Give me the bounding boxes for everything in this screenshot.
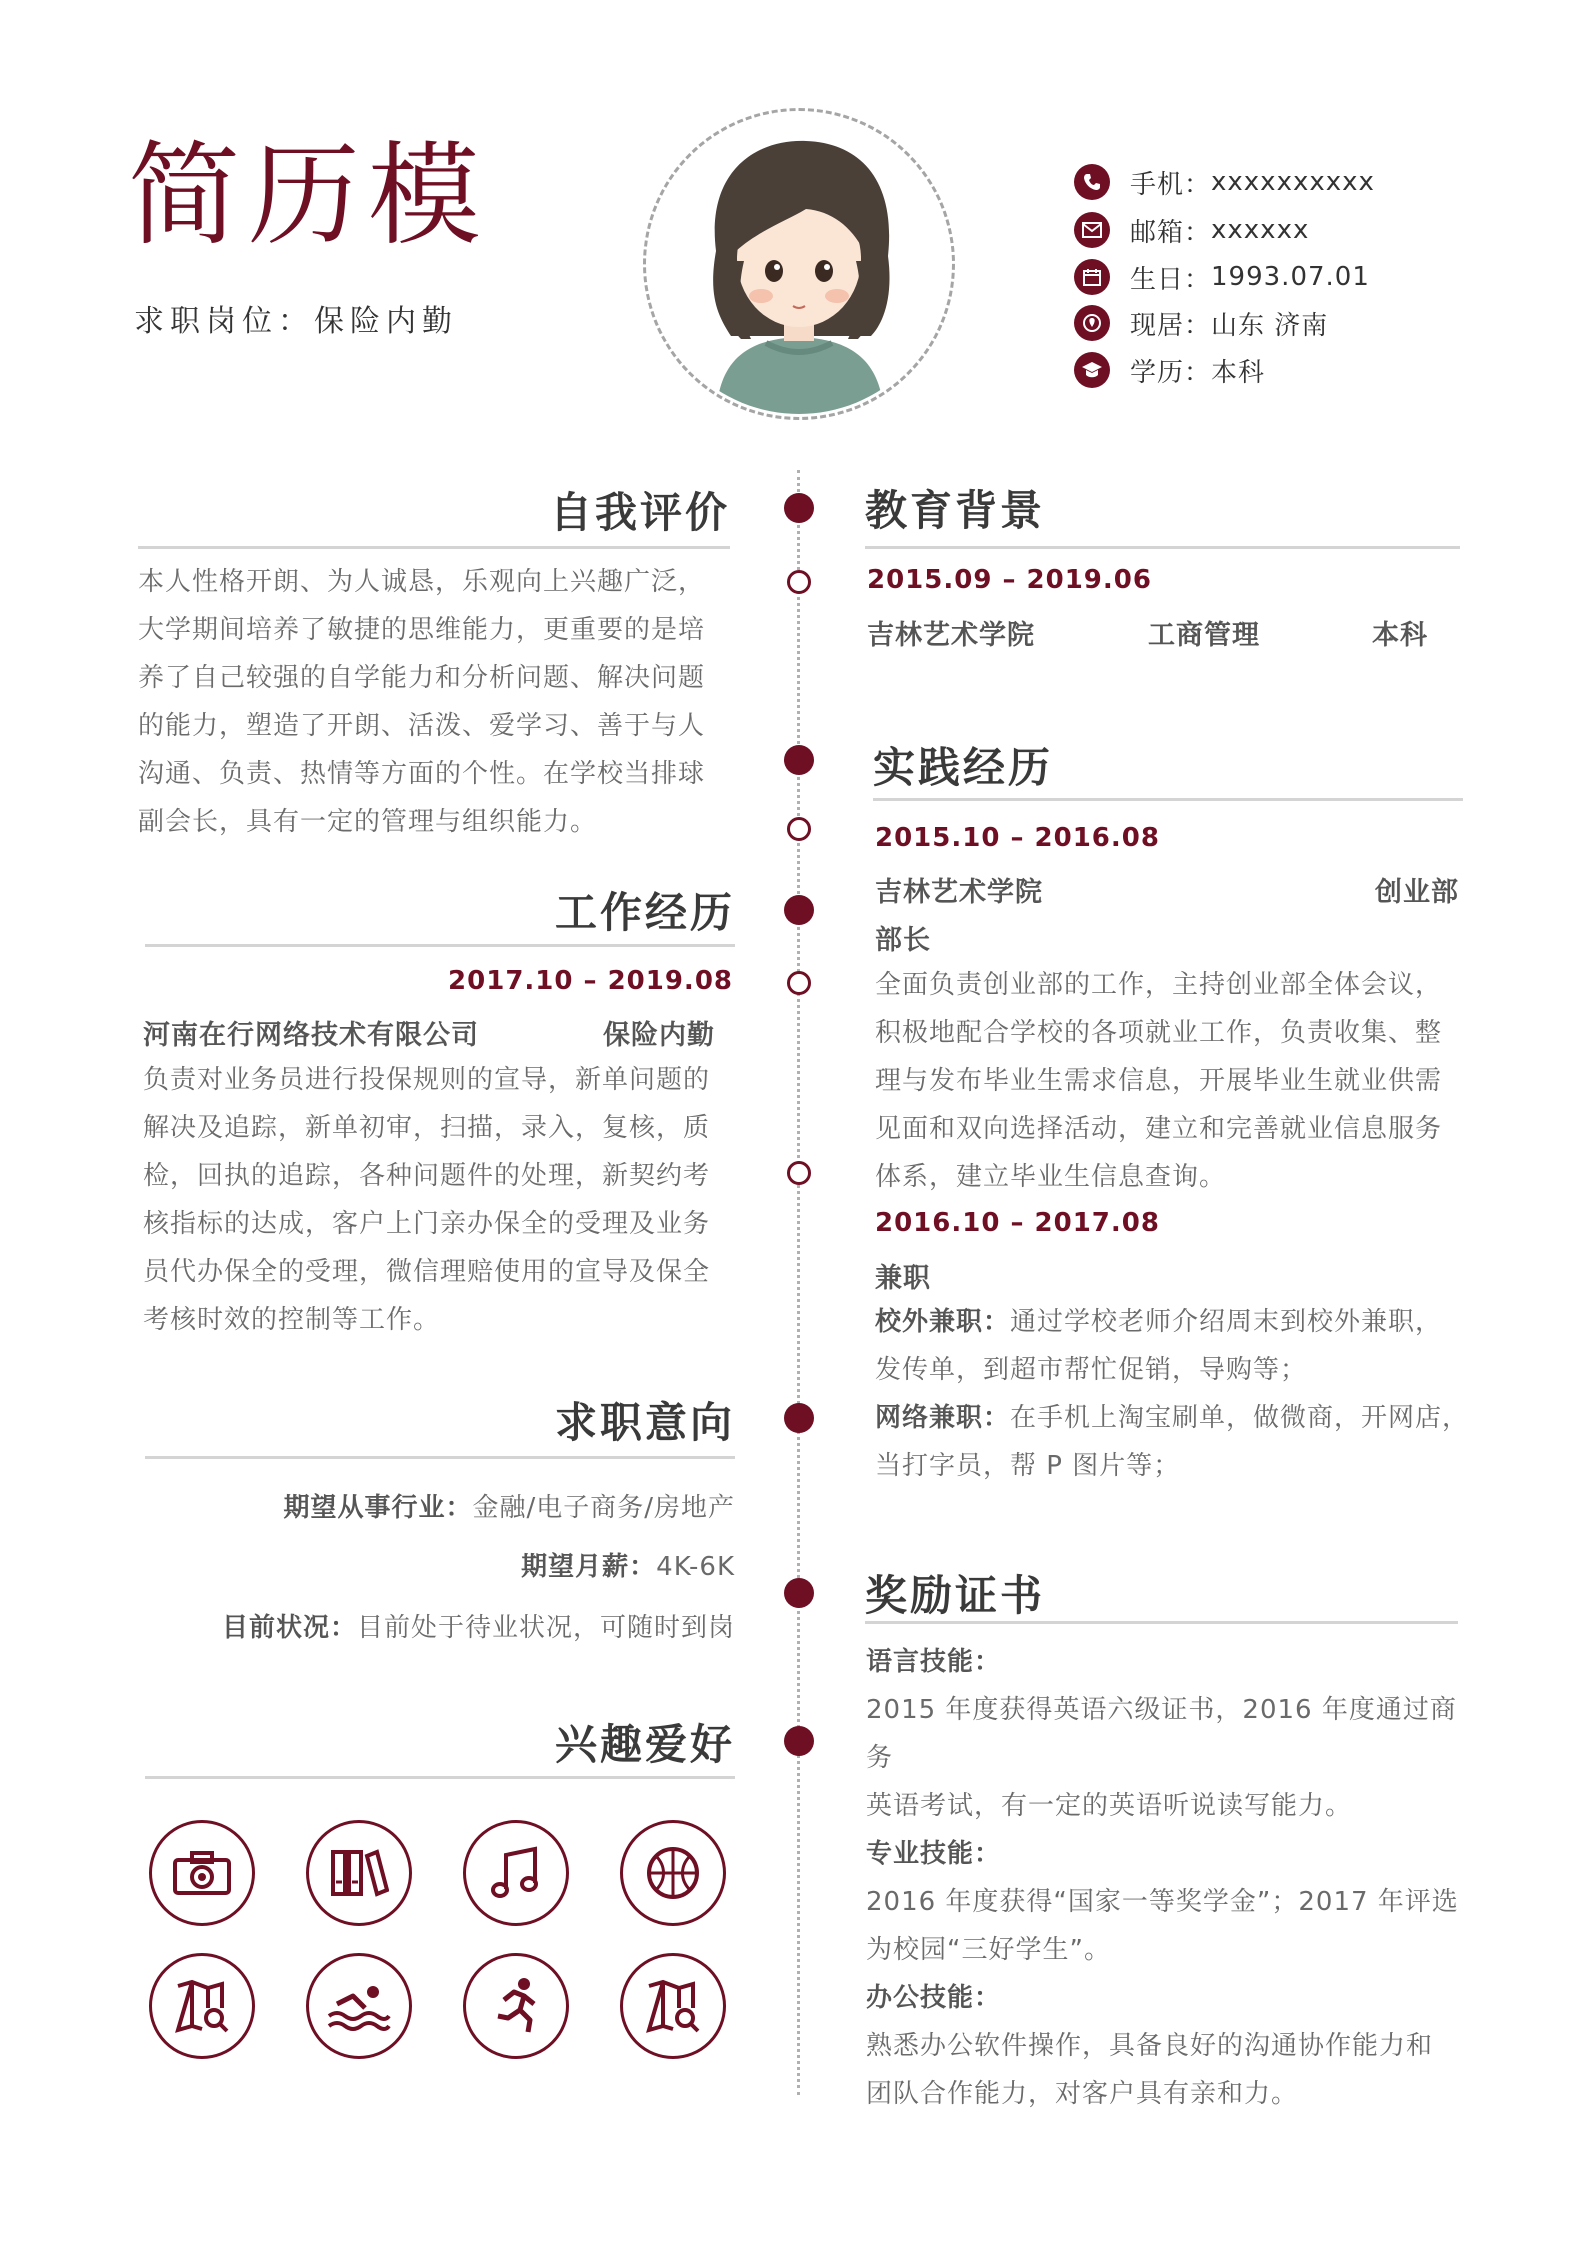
text-line: 考核时效的控制等工作。: [143, 1305, 441, 1335]
text-line: 的能力，塑造了开朗、活泼、爱学习、善于与人: [138, 711, 706, 741]
intent-label: 目前状况：: [221, 1613, 357, 1643]
text-line: 大学期间培养了敏捷的思维能力，更重要的是培: [138, 615, 706, 645]
basketball-icon: [620, 1820, 726, 1926]
job-position: [134, 296, 458, 340]
text-line: 核指标的达成，客户上门亲办保全的受理及业务: [143, 1209, 711, 1239]
section-title-education: 教育背景: [865, 486, 1046, 535]
running-icon: [463, 1953, 569, 2059]
map-search-icon: [149, 1953, 255, 2059]
camera-icon: [149, 1820, 255, 1926]
contact-location: [1074, 303, 1328, 343]
section-divider: [145, 1456, 735, 1459]
timeline-dot-hollow: [787, 1161, 811, 1185]
text-line: 熟悉办公软件操作，具备良好的沟通协作能力和: [866, 2031, 1434, 2061]
work-position: 保险内勤: [603, 1020, 715, 1051]
section-divider: [873, 798, 1463, 801]
intent-salary: [145, 1543, 735, 1591]
contact-label: 手机：: [1130, 169, 1212, 200]
award-label: 语言技能：: [866, 1647, 1002, 1677]
contact-value: 1993.07.01: [1211, 262, 1370, 292]
text-line: 负责对业务员进行投保规则的宣导，新单问题的: [143, 1065, 711, 1095]
practice-parttime: [875, 1298, 1475, 1490]
timeline-dot-hollow: [787, 817, 811, 841]
award-label: 专业技能：: [866, 1839, 1002, 1869]
section-divider: [145, 1776, 735, 1779]
text-line: 见面和双向选择活动，建立和完善就业信息服务: [875, 1114, 1443, 1144]
books-icon: [306, 1820, 412, 1926]
section-title-intent: 求职意向: [554, 1398, 735, 1447]
intent-label: 期望月薪：: [521, 1552, 657, 1582]
job-value: 保险内勤: [314, 304, 458, 339]
intent-status: [145, 1604, 735, 1652]
resume-title: 简历模: [128, 131, 488, 261]
section-divider: [145, 944, 735, 947]
text-line: 为校园“三好学生”。: [866, 1935, 1111, 1965]
self-eval-text: [138, 558, 758, 846]
practice-date: 2016.10 – 2017.08: [875, 1208, 1160, 1238]
edu-major: 工商管理: [1148, 620, 1260, 651]
contact-value: 山东 济南: [1211, 310, 1329, 341]
section-title-self-eval: 自我评价: [549, 488, 730, 537]
contact-birthday: [1074, 257, 1370, 297]
graduation-cap-icon: [1074, 352, 1110, 388]
section-divider: [865, 546, 1460, 549]
avatar-illustration: [646, 111, 952, 417]
timeline-line: [797, 470, 800, 2095]
intent-value: 金融/电子商务/房地产: [472, 1493, 735, 1523]
text-line: 理与发布毕业生需求信息，开展毕业生就业供需: [875, 1066, 1443, 1096]
text-line: 团队合作能力，对客户具有亲和力。: [866, 2079, 1299, 2109]
text-line: 2016 年度获得“国家一等奖学金”；2017 年评选: [866, 1887, 1459, 1917]
practice-dept: 创业部: [1375, 877, 1459, 908]
edu-date: 2015.09 – 2019.06: [867, 565, 1152, 595]
parttime-label: 网络兼职：: [875, 1403, 1011, 1433]
parttime-label: 校外兼职：: [875, 1307, 1011, 1337]
intent-label: 期望从事行业：: [283, 1493, 473, 1523]
phone-icon: [1074, 164, 1110, 200]
practice-role: 兼职: [875, 1263, 931, 1294]
job-label: 求职岗位：: [134, 304, 314, 339]
contact-phone: [1074, 162, 1375, 202]
contact-label: 邮箱：: [1130, 217, 1212, 248]
timeline-dot-hollow: [787, 570, 811, 594]
timeline-dot: [784, 1403, 814, 1433]
avatar: [643, 108, 955, 420]
practice-date: 2015.10 – 2016.08: [875, 823, 1160, 853]
practice-description: [875, 961, 1475, 1201]
parttime-text: 在手机上淘宝刷单，做微商，开网店，: [1010, 1403, 1470, 1433]
text-line: 积极地配合学校的各项就业工作，负责收集、整: [875, 1018, 1443, 1048]
edu-school: 吉林艺术学院: [867, 620, 1035, 651]
map-search-icon: [620, 1953, 726, 2059]
timeline-dot: [784, 895, 814, 925]
timeline-dot-hollow: [787, 971, 811, 995]
text-line: 2015 年度获得英语六级证书，2016 年度通过商务: [866, 1695, 1457, 1773]
contact-email: [1074, 210, 1309, 250]
location-icon: [1074, 305, 1110, 341]
text-line: 体系，建立毕业生信息查询。: [875, 1162, 1227, 1192]
contact-value: xxxxxxxxxx: [1211, 167, 1375, 197]
contact-value: xxxxxx: [1211, 215, 1310, 245]
text-line: 养了自己较强的自学能力和分析问题、解决问题: [138, 663, 706, 693]
awards-list: [866, 1638, 1466, 2118]
timeline-dot: [784, 493, 814, 523]
timeline-dot: [784, 1726, 814, 1756]
text-line: 员代办保全的受理，微信理赔使用的宣导及保全: [143, 1257, 711, 1287]
text-line: 当打字员，帮 P 图片等；: [875, 1451, 1181, 1481]
award-label: 办公技能：: [866, 1983, 1002, 2013]
section-divider: [138, 546, 730, 549]
work-description: [143, 1056, 763, 1344]
timeline-dot: [784, 1578, 814, 1608]
music-note-icon: [463, 1820, 569, 1926]
work-company: 河南在行网络技术有限公司: [143, 1020, 479, 1051]
intent-value: 目前处于待业状况，可随时到岗: [356, 1613, 735, 1643]
contact-label: 现居：: [1130, 310, 1212, 341]
text-line: 发传单，到超市帮忙促销，导购等；: [875, 1355, 1308, 1385]
section-title-work: 工作经历: [554, 888, 735, 937]
section-title-practice: 实践经历: [873, 743, 1054, 792]
text-line: 沟通、负责、热情等方面的个性。在学校当排球: [138, 759, 706, 789]
swimming-icon: [306, 1953, 412, 2059]
intent-industry: [145, 1484, 735, 1532]
text-line: 检，回执的追踪，各种问题件的处理，新契约考: [143, 1161, 711, 1191]
edu-degree: 本科: [1372, 620, 1428, 651]
mail-icon: [1074, 212, 1110, 248]
parttime-text: 通过学校老师介绍周末到校外兼职，: [1010, 1307, 1443, 1337]
contact-label: 学历：: [1130, 357, 1212, 388]
work-date: 2017.10 – 2019.08: [448, 966, 733, 996]
practice-role: 部长: [875, 925, 931, 956]
section-title-awards: 奖励证书: [865, 1571, 1046, 1620]
text-line: 英语考试，有一定的英语听说读写能力。: [866, 1791, 1353, 1821]
text-line: 全面负责创业部的工作，主持创业部全体会议，: [875, 970, 1443, 1000]
section-title-hobby: 兴趣爱好: [554, 1720, 735, 1769]
calendar-icon: [1074, 259, 1110, 295]
text-line: 解决及追踪，新单初审，扫描，录入，复核，质: [143, 1113, 711, 1143]
text-line: [875, 1394, 1475, 1442]
practice-org: 吉林艺术学院: [875, 877, 1043, 908]
timeline-dot: [784, 745, 814, 775]
section-divider: [865, 1621, 1458, 1624]
contact-value: 本科: [1211, 357, 1266, 388]
text-line: [875, 1298, 1475, 1346]
intent-value: 4K-6K: [656, 1552, 735, 1582]
text-line: 本人性格开朗、为人诚恳，乐观向上兴趣广泛，: [138, 567, 706, 597]
contact-education: [1074, 350, 1265, 390]
contact-label: 生日：: [1130, 264, 1212, 295]
text-line: 副会长，具有一定的管理与组织能力。: [138, 807, 598, 837]
